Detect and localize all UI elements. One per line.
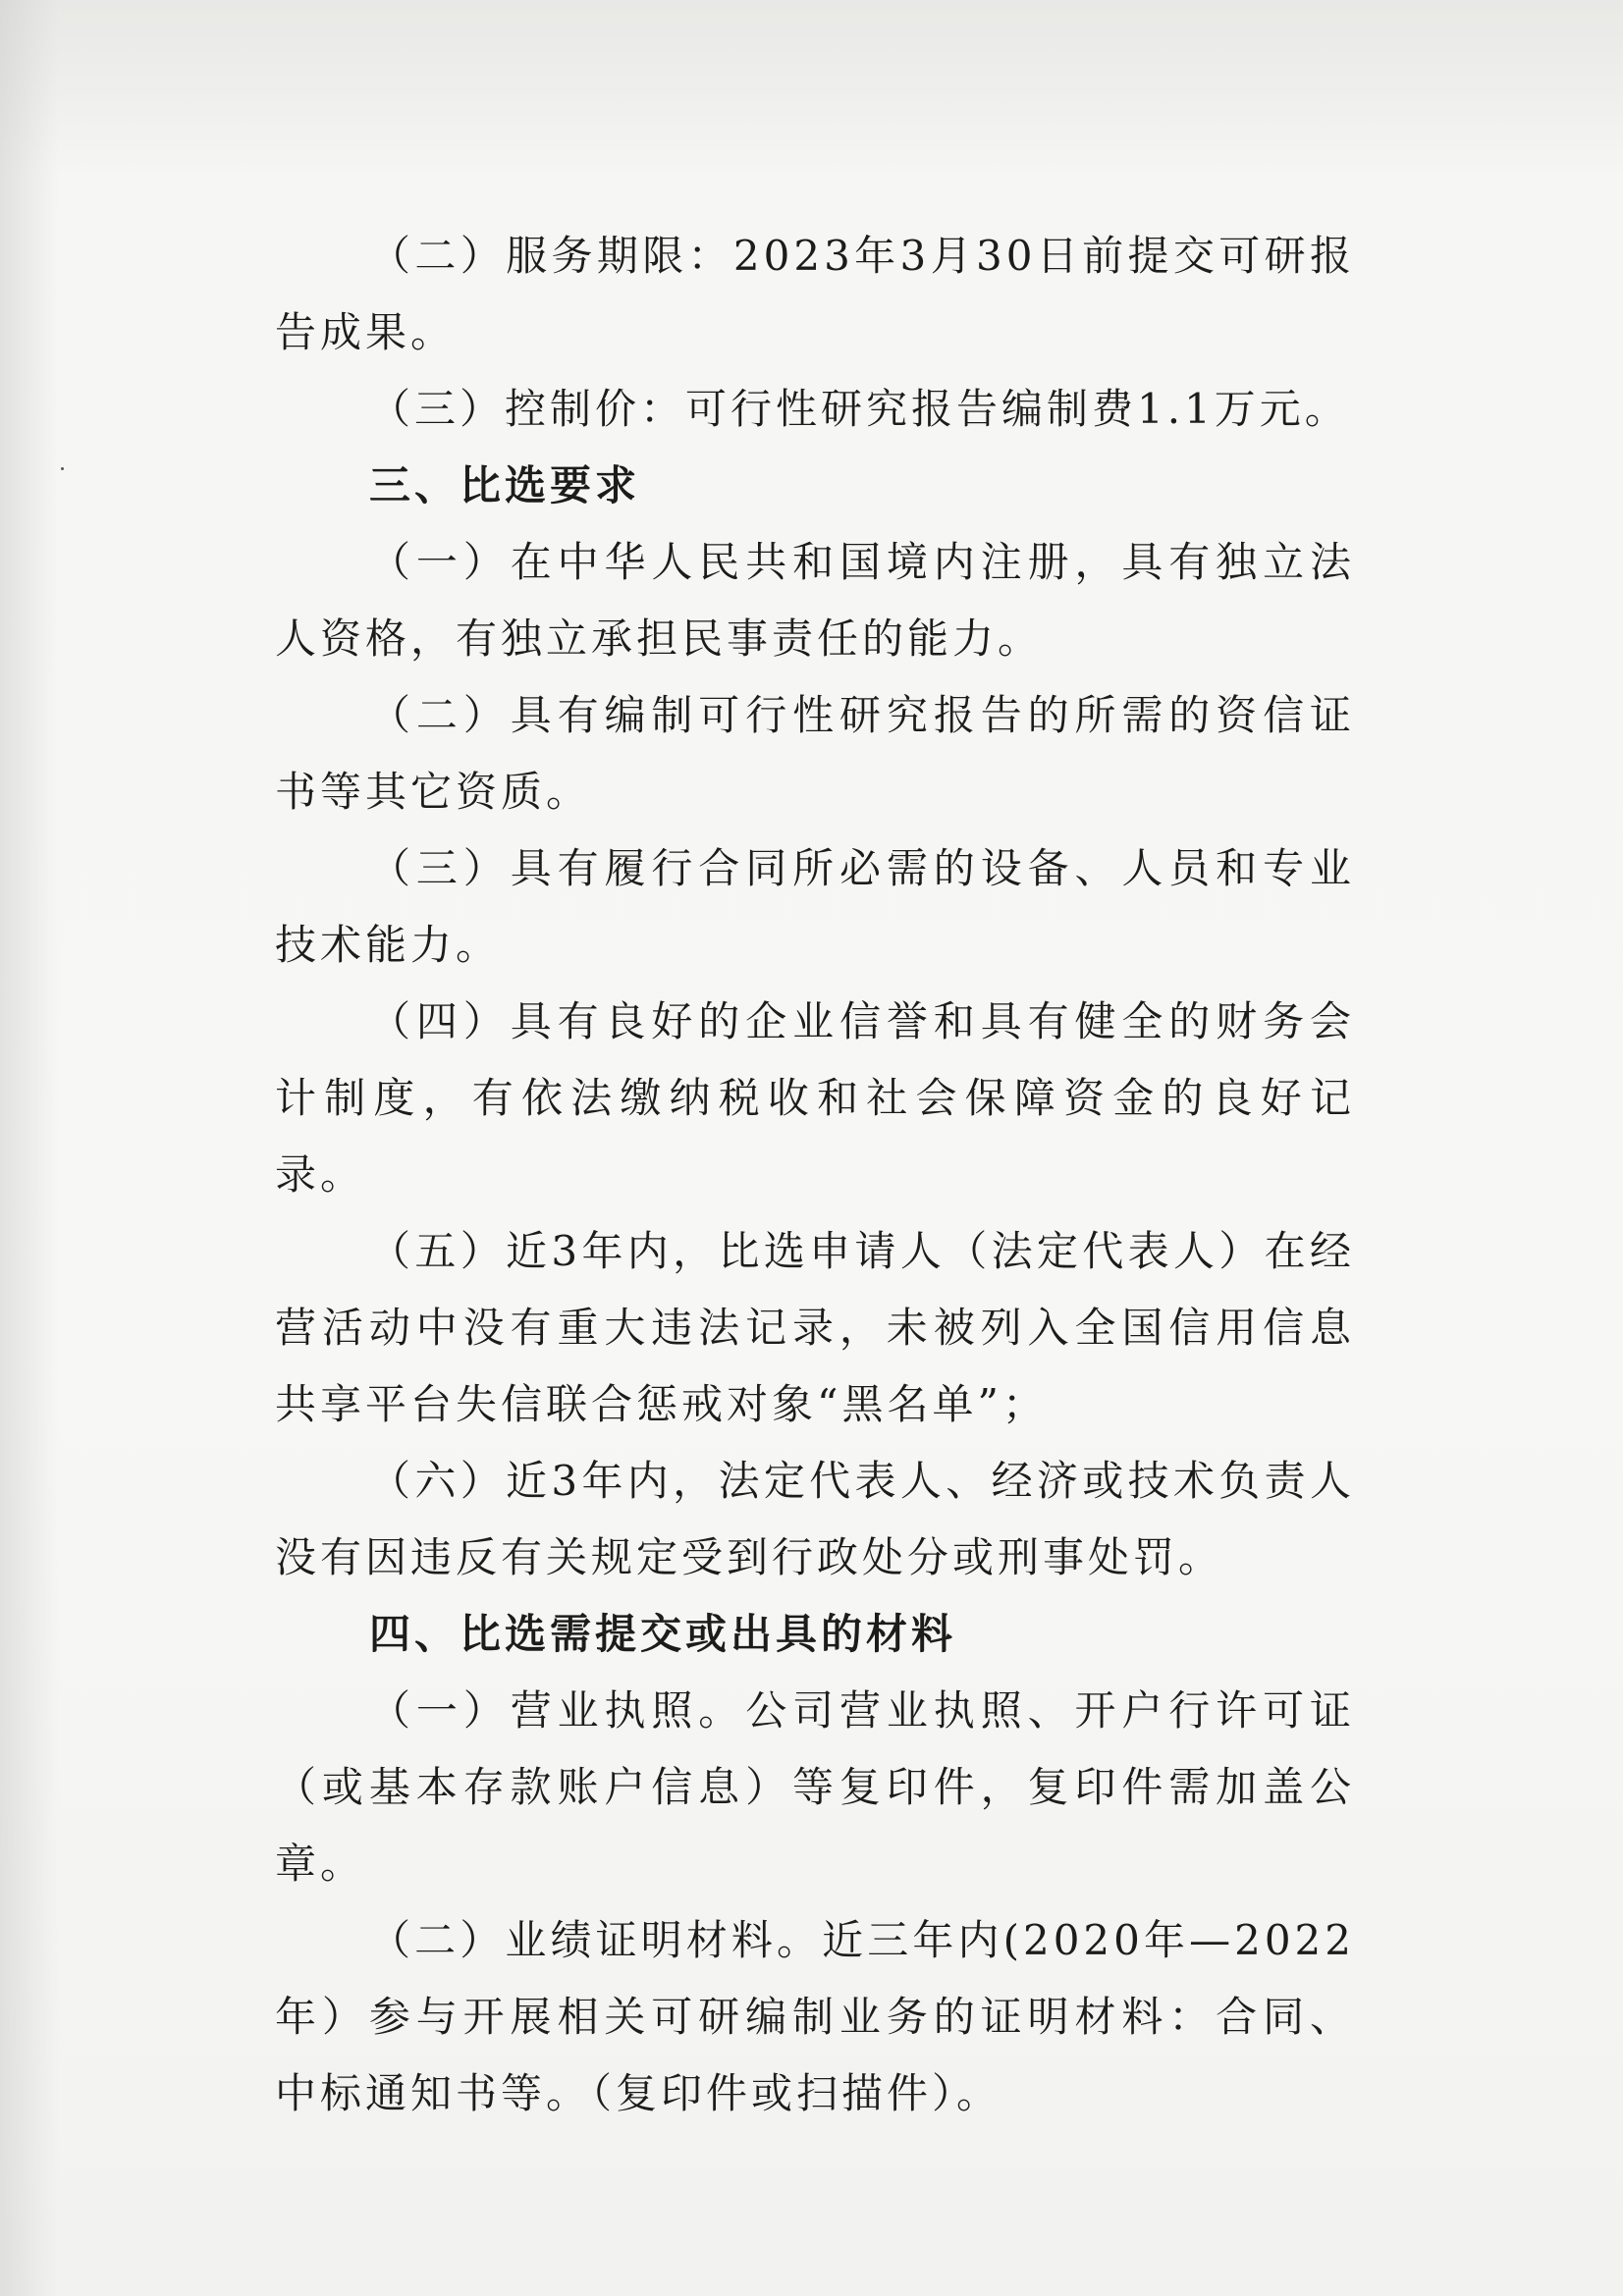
scan-speck — [61, 467, 64, 470]
scan-shadow-left — [0, 0, 59, 2296]
paragraph-requirement-5: （五）近3年内，比选申请人（法定代表人）在经营活动中没有重大违法记录，未被列入全国信用信息共享平台失信联合惩戒对象“黑名单”； — [275, 1227, 1355, 1428]
section-heading-materials: 四、比选需提交或出具的材料 — [369, 1610, 957, 1658]
paragraph-service-period: （二）服务期限：2023年3月30日前提交可研报告成果。 — [275, 232, 1355, 356]
paragraph-requirement-3: （三）具有履行合同所必需的设备、人员和专业技术能力。 — [275, 844, 1355, 969]
scan-shadow-top — [0, 0, 1623, 177]
paragraph-requirement-4: （四）具有良好的企业信誉和具有健全的财务会计制度，有依法缴纳税收和社会保障资金的良好记录。 — [275, 997, 1355, 1199]
section-heading-requirements: 三、比选要求 — [369, 461, 641, 509]
paragraph-requirement-6: （六）近3年内，法定代表人、经济或技术负责人没有因违反有关规定受到行政处分或刑事处罚。 — [275, 1457, 1355, 1581]
paragraph-material-1: （一）营业执照。公司营业执照、开户行许可证（或基本存款账户信息）等复印件，复印件需加盖公章。 — [275, 1686, 1355, 1888]
document-body — [275, 218, 1355, 2132]
paragraph-material-2: （二）业绩证明材料。近三年内(2020年—2022年）参与开展相关可研编制业务的证明材料：合同、中标通知书等。（复印件或扫描件）。 — [275, 1916, 1355, 2117]
paragraph-control-price: （三）控制价：可行性研究报告编制费1.1万元。 — [369, 385, 1350, 433]
paragraph-requirement-1: （一）在中华人民共和国境内注册，具有独立法人资格，有独立承担民事责任的能力。 — [275, 538, 1355, 663]
paragraph-requirement-2: （二）具有编制可行性研究报告的所需的资信证书等其它资质。 — [275, 691, 1355, 816]
